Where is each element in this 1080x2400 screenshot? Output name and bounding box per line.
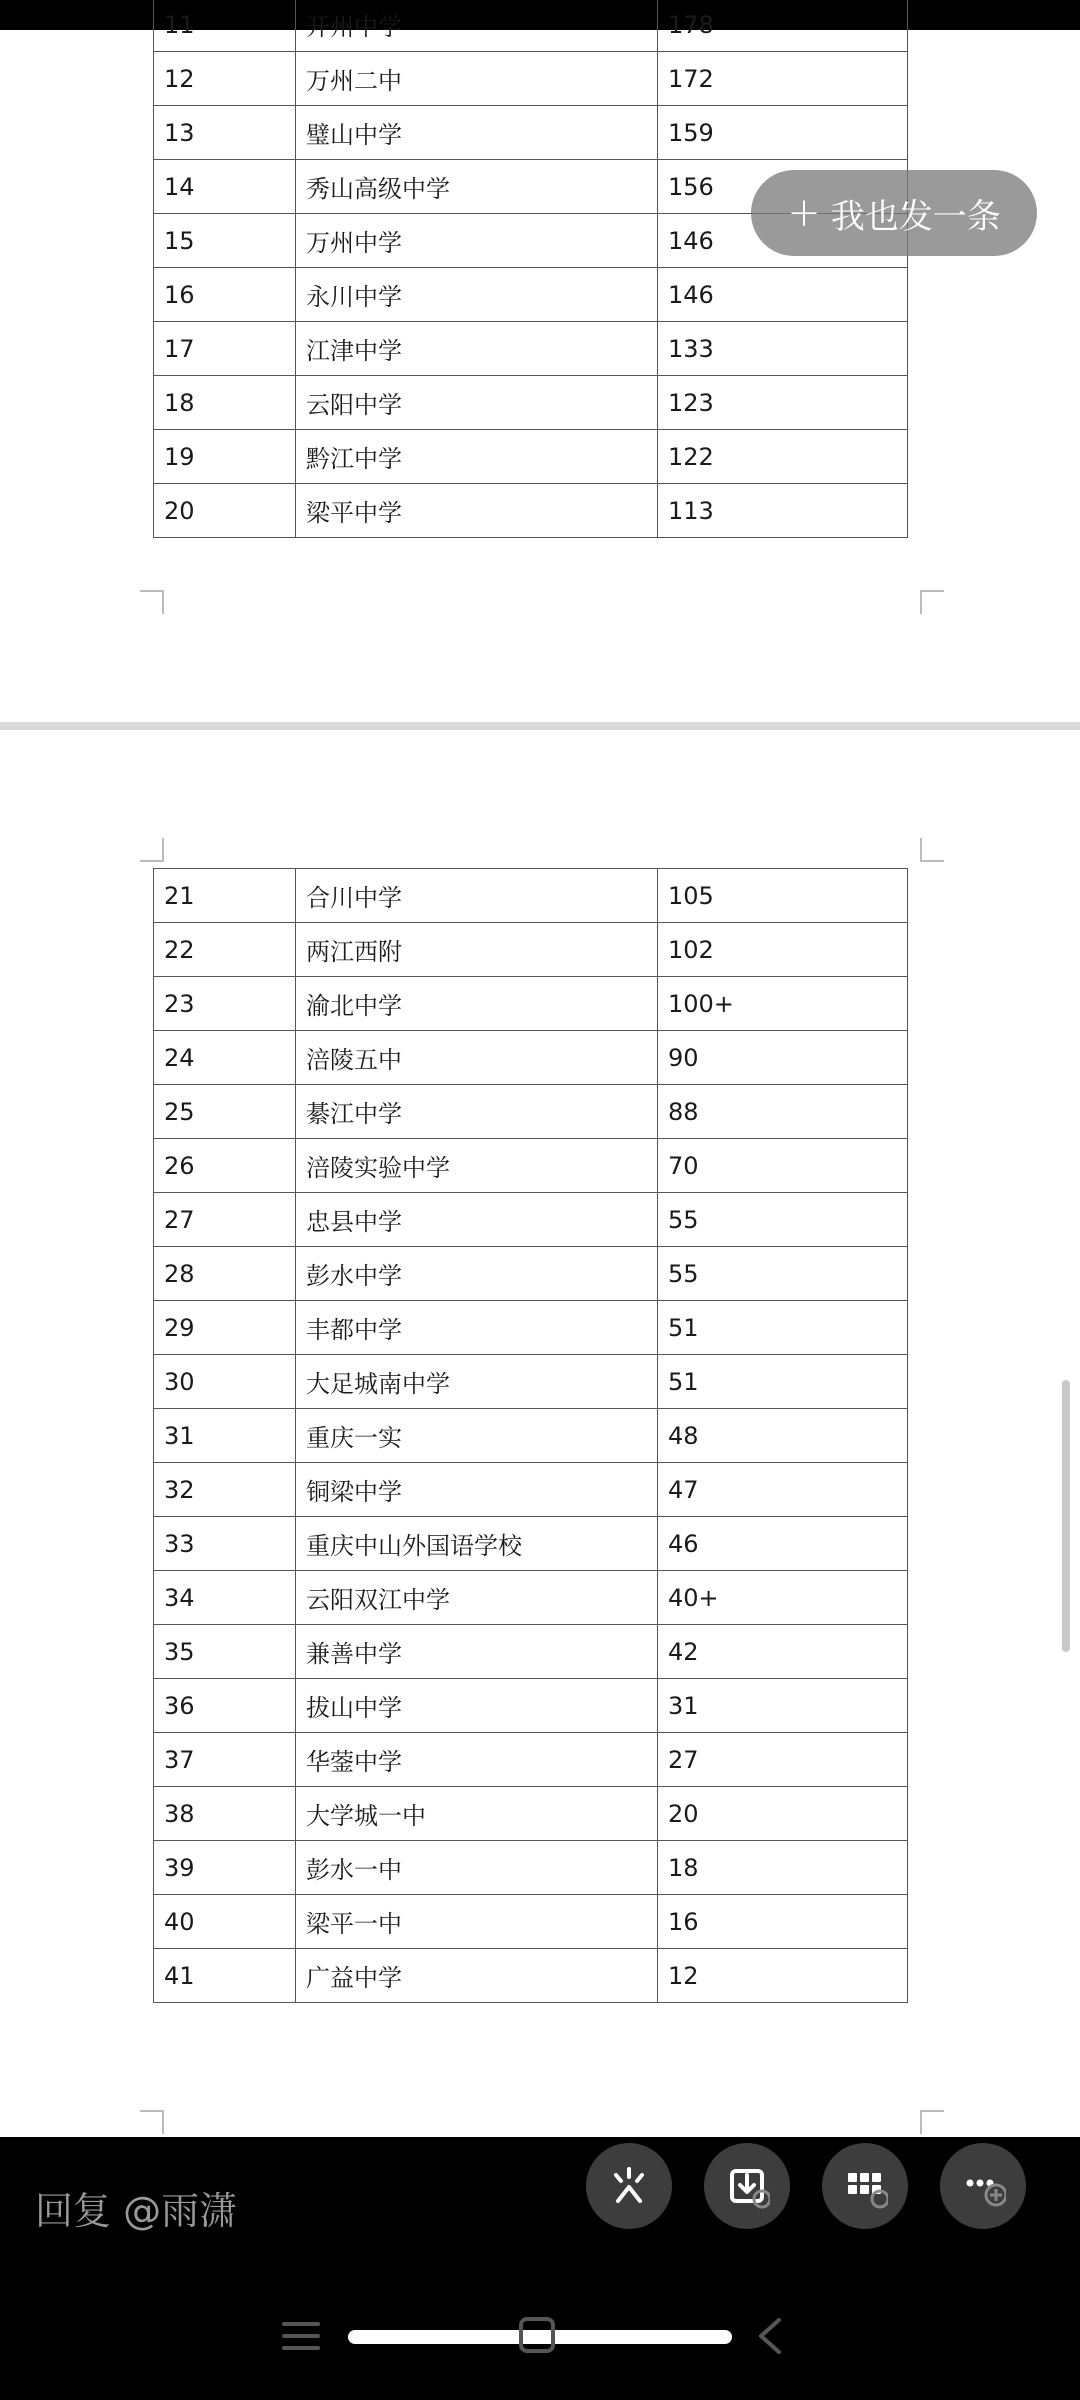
rank-cell: 25: [154, 1085, 296, 1139]
page-corner-mark: [140, 838, 164, 862]
rank-cell: 36: [154, 1679, 296, 1733]
count-cell: 113: [658, 484, 908, 538]
like-icon: [606, 2163, 652, 2209]
table-row: [154, 52, 908, 106]
page-corner-mark: [920, 2110, 944, 2134]
nav-menu-icon[interactable]: [280, 2318, 322, 2354]
ranking-table-page1: [153, 0, 908, 538]
rank-cell: 40: [154, 1895, 296, 1949]
grid-button[interactable]: [822, 2143, 908, 2229]
table-row: [154, 1733, 908, 1787]
table-row: [154, 1301, 908, 1355]
table-row: [154, 1085, 908, 1139]
table-row: [154, 322, 908, 376]
count-cell: 123: [658, 376, 908, 430]
table-row: [154, 1517, 908, 1571]
table-row: [154, 430, 908, 484]
table-row: [154, 484, 908, 538]
table-row: [154, 1139, 908, 1193]
count-cell: 156: [658, 160, 908, 214]
rank-cell: 16: [154, 268, 296, 322]
count-cell: 46: [658, 1517, 908, 1571]
table-row: [154, 1895, 908, 1949]
school-cell: 大学城一中: [296, 1787, 658, 1841]
school-cell: 丰都中学: [296, 1301, 658, 1355]
download-icon: [724, 2163, 770, 2209]
rank-cell: 24: [154, 1031, 296, 1085]
rank-cell: 39: [154, 1841, 296, 1895]
count-cell: 105: [658, 869, 908, 923]
school-cell: 黔江中学: [296, 430, 658, 484]
plus-icon: +: [787, 190, 821, 236]
count-cell: 55: [658, 1193, 908, 1247]
rank-cell: 32: [154, 1463, 296, 1517]
school-cell: 彭水中学: [296, 1247, 658, 1301]
count-cell: 102: [658, 923, 908, 977]
count-cell: 172: [658, 52, 908, 106]
table-row: [154, 1625, 908, 1679]
school-cell: 重庆中山外国语学校: [296, 1517, 658, 1571]
rank-cell: 41: [154, 1949, 296, 2003]
grid-icon: [842, 2163, 888, 2209]
bottom-action-bar: [0, 2137, 1080, 2400]
rank-cell: 17: [154, 322, 296, 376]
more-button[interactable]: [940, 2143, 1026, 2229]
page-corner-mark: [140, 2110, 164, 2134]
school-cell: 两江西附: [296, 923, 658, 977]
rank-cell: 31: [154, 1409, 296, 1463]
count-cell: 48: [658, 1409, 908, 1463]
page-separator: [0, 722, 1080, 730]
school-cell: 云阳中学: [296, 376, 658, 430]
table-row: [154, 1949, 908, 2003]
page-corner-mark: [920, 838, 944, 862]
school-cell: 重庆一实: [296, 1409, 658, 1463]
school-cell: 涪陵五中: [296, 1031, 658, 1085]
table-row: [154, 0, 908, 52]
table-row: [154, 1679, 908, 1733]
rank-cell: 13: [154, 106, 296, 160]
count-cell: 146: [658, 214, 908, 268]
table-row: [154, 1355, 908, 1409]
count-cell: 90: [658, 1031, 908, 1085]
rank-cell: 33: [154, 1517, 296, 1571]
rank-cell: 38: [154, 1787, 296, 1841]
count-cell: 51: [658, 1301, 908, 1355]
school-cell: 兼善中学: [296, 1625, 658, 1679]
table-row: [154, 923, 908, 977]
school-cell: 梁平一中: [296, 1895, 658, 1949]
school-cell: 云阳双江中学: [296, 1571, 658, 1625]
rank-cell: 18: [154, 376, 296, 430]
rank-cell: 19: [154, 430, 296, 484]
page-corner-mark: [140, 590, 164, 614]
rank-cell: 35: [154, 1625, 296, 1679]
school-cell: 合川中学: [296, 869, 658, 923]
school-cell: 开州中学: [296, 0, 658, 52]
count-cell: 12: [658, 1949, 908, 2003]
table-row: [154, 268, 908, 322]
rank-cell: 28: [154, 1247, 296, 1301]
post-new-label: 我也发一条: [830, 196, 1001, 237]
post-new-button[interactable]: [751, 170, 1037, 256]
nav-home-icon[interactable]: [517, 2315, 557, 2355]
count-cell: 70: [658, 1139, 908, 1193]
table-row: [154, 1031, 908, 1085]
count-cell: 88: [658, 1085, 908, 1139]
table-row: [154, 1463, 908, 1517]
rank-cell: 14: [154, 160, 296, 214]
table-row: [154, 1193, 908, 1247]
count-cell: 122: [658, 430, 908, 484]
count-cell: 159: [658, 106, 908, 160]
school-cell: 铜梁中学: [296, 1463, 658, 1517]
school-cell: 永川中学: [296, 268, 658, 322]
rank-cell: 29: [154, 1301, 296, 1355]
more-icon: [960, 2163, 1006, 2209]
count-cell: 55: [658, 1247, 908, 1301]
ranking-table-page2: [153, 868, 908, 2003]
rank-cell: 27: [154, 1193, 296, 1247]
rank-cell: 23: [154, 977, 296, 1031]
page-corner-mark: [920, 590, 944, 614]
count-cell: 20: [658, 1787, 908, 1841]
table-row: [154, 977, 908, 1031]
school-cell: 秀山高级中学: [296, 160, 658, 214]
school-cell: 拔山中学: [296, 1679, 658, 1733]
count-cell: 16: [658, 1895, 908, 1949]
table-row: [154, 1409, 908, 1463]
count-cell: 40+: [658, 1571, 908, 1625]
school-cell: 綦江中学: [296, 1085, 658, 1139]
count-cell: 133: [658, 322, 908, 376]
rank-cell: 21: [154, 869, 296, 923]
rank-cell: 26: [154, 1139, 296, 1193]
reply-input[interactable]: 回复 @雨潇: [35, 2189, 238, 2233]
nav-back-icon[interactable]: [755, 2316, 785, 2356]
rank-cell: 11: [154, 0, 296, 52]
count-cell: 18: [658, 1841, 908, 1895]
school-cell: 涪陵实验中学: [296, 1139, 658, 1193]
school-cell: 忠县中学: [296, 1193, 658, 1247]
table-row: [154, 1571, 908, 1625]
school-cell: 万州中学: [296, 214, 658, 268]
count-cell: 27: [658, 1733, 908, 1787]
rank-cell: 37: [154, 1733, 296, 1787]
count-cell: 31: [658, 1679, 908, 1733]
rank-cell: 30: [154, 1355, 296, 1409]
school-cell: 彭水一中: [296, 1841, 658, 1895]
rank-cell: 15: [154, 214, 296, 268]
table-row: [154, 376, 908, 430]
table-row: [154, 1841, 908, 1895]
school-cell: 大足城南中学: [296, 1355, 658, 1409]
count-cell: 51: [658, 1355, 908, 1409]
count-cell: 178: [658, 0, 908, 52]
count-cell: 146: [658, 268, 908, 322]
school-cell: 渝北中学: [296, 977, 658, 1031]
scrollbar-thumb[interactable]: [1062, 1380, 1070, 1652]
rank-cell: 34: [154, 1571, 296, 1625]
like-button[interactable]: [586, 2143, 672, 2229]
count-cell: 42: [658, 1625, 908, 1679]
table-row: [154, 106, 908, 160]
download-button[interactable]: [704, 2143, 790, 2229]
school-cell: 华蓥中学: [296, 1733, 658, 1787]
count-cell: 47: [658, 1463, 908, 1517]
table-row: [154, 1247, 908, 1301]
rank-cell: 20: [154, 484, 296, 538]
school-cell: 梁平中学: [296, 484, 658, 538]
school-cell: 广益中学: [296, 1949, 658, 2003]
table-row: [154, 869, 908, 923]
count-cell: 100+: [658, 977, 908, 1031]
school-cell: 万州二中: [296, 52, 658, 106]
school-cell: 璧山中学: [296, 106, 658, 160]
school-cell: 江津中学: [296, 322, 658, 376]
table-row: [154, 1787, 908, 1841]
rank-cell: 22: [154, 923, 296, 977]
rank-cell: 12: [154, 52, 296, 106]
